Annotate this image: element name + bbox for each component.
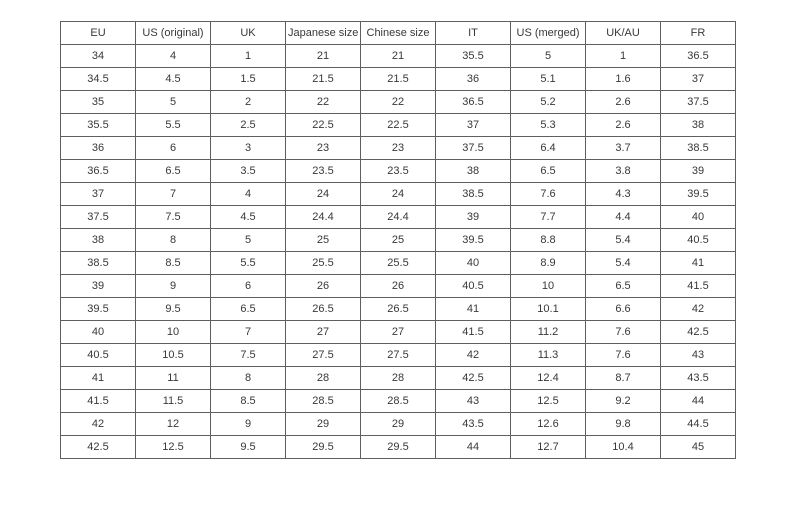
table-cell: 5 <box>136 91 211 114</box>
table-cell: 3.5 <box>211 160 286 183</box>
table-cell: 25.5 <box>286 252 361 275</box>
table-cell: 28.5 <box>361 390 436 413</box>
table-cell: 21 <box>286 45 361 68</box>
table-row <box>61 160 736 183</box>
table-row <box>61 91 736 114</box>
table-row <box>61 45 736 68</box>
table-cell: 7.6 <box>511 183 586 206</box>
table-cell: 4.4 <box>586 206 661 229</box>
table-cell: 5.4 <box>586 229 661 252</box>
table-cell: 25 <box>286 229 361 252</box>
table-cell: 34 <box>61 45 136 68</box>
table-cell: 24.4 <box>361 206 436 229</box>
table-cell: 7 <box>211 321 286 344</box>
table-cell: 11.2 <box>511 321 586 344</box>
table-row <box>61 183 736 206</box>
table-cell: 39.5 <box>436 229 511 252</box>
table-cell: 23 <box>286 137 361 160</box>
table-cell: 39 <box>436 206 511 229</box>
table-cell: 35.5 <box>61 114 136 137</box>
table-cell: 8 <box>211 367 286 390</box>
table-cell: 41 <box>436 298 511 321</box>
table-header-cell: US (original) <box>136 22 211 45</box>
table-cell: 27 <box>286 321 361 344</box>
table-cell: 9.8 <box>586 413 661 436</box>
table-cell: 12.6 <box>511 413 586 436</box>
table-cell: 9.5 <box>136 298 211 321</box>
table-row <box>61 367 736 390</box>
table-cell: 21.5 <box>286 68 361 91</box>
table-cell: 9.2 <box>586 390 661 413</box>
table-cell: 6 <box>211 275 286 298</box>
table-cell: 22.5 <box>286 114 361 137</box>
table-row <box>61 321 736 344</box>
table-cell: 40.5 <box>436 275 511 298</box>
table-cell: 40 <box>661 206 736 229</box>
table-cell: 5.1 <box>511 68 586 91</box>
table-cell: 42.5 <box>436 367 511 390</box>
table-cell: 2.5 <box>211 114 286 137</box>
table-cell: 23.5 <box>286 160 361 183</box>
table-header-cell: FR <box>661 22 736 45</box>
table-cell: 21 <box>361 45 436 68</box>
table-cell: 10.4 <box>586 436 661 459</box>
table-body <box>61 45 736 459</box>
table-cell: 24.4 <box>286 206 361 229</box>
table-row <box>61 436 736 459</box>
table-header <box>61 22 736 45</box>
table-cell: 10.1 <box>511 298 586 321</box>
table-cell: 37 <box>61 183 136 206</box>
table-cell: 43.5 <box>436 413 511 436</box>
table-cell: 9 <box>211 413 286 436</box>
table-row <box>61 229 736 252</box>
table-cell: 28 <box>286 367 361 390</box>
table-cell: 38 <box>61 229 136 252</box>
table-cell: 8.9 <box>511 252 586 275</box>
table-cell: 41.5 <box>661 275 736 298</box>
table-cell: 29.5 <box>361 436 436 459</box>
table-cell: 24 <box>361 183 436 206</box>
table-cell: 45 <box>661 436 736 459</box>
table-cell: 12.5 <box>511 390 586 413</box>
table-row <box>61 275 736 298</box>
table-row <box>61 114 736 137</box>
table-cell: 22 <box>286 91 361 114</box>
table-cell: 8.5 <box>211 390 286 413</box>
table-cell: 42 <box>661 298 736 321</box>
table-cell: 26.5 <box>286 298 361 321</box>
table-header-cell: IT <box>436 22 511 45</box>
table-cell: 8.8 <box>511 229 586 252</box>
table-cell: 10 <box>511 275 586 298</box>
table-cell: 39.5 <box>61 298 136 321</box>
table-cell: 4.5 <box>136 68 211 91</box>
table-cell: 3.8 <box>586 160 661 183</box>
table-cell: 36.5 <box>61 160 136 183</box>
table-cell: 6.5 <box>211 298 286 321</box>
table-cell: 6.6 <box>586 298 661 321</box>
table-cell: 38 <box>436 160 511 183</box>
table-cell: 26 <box>361 275 436 298</box>
table-cell: 39 <box>661 160 736 183</box>
table-cell: 10 <box>136 321 211 344</box>
table-cell: 22 <box>361 91 436 114</box>
table-row <box>61 206 736 229</box>
table-cell: 7.6 <box>586 344 661 367</box>
table-cell: 36.5 <box>436 91 511 114</box>
table-cell: 8.7 <box>586 367 661 390</box>
table-cell: 3.7 <box>586 137 661 160</box>
table-cell: 3 <box>211 137 286 160</box>
table-cell: 39.5 <box>661 183 736 206</box>
table-cell: 12.7 <box>511 436 586 459</box>
table-cell: 5.4 <box>586 252 661 275</box>
table-cell: 34.5 <box>61 68 136 91</box>
table-cell: 29 <box>361 413 436 436</box>
table-cell: 39 <box>61 275 136 298</box>
table-cell: 5.5 <box>211 252 286 275</box>
table-cell: 5.3 <box>511 114 586 137</box>
table-cell: 43.5 <box>661 367 736 390</box>
table-cell: 1 <box>586 45 661 68</box>
table-cell: 44 <box>436 436 511 459</box>
table-cell: 41 <box>61 367 136 390</box>
table-cell: 24 <box>286 183 361 206</box>
table-cell: 5.2 <box>511 91 586 114</box>
table-cell: 5 <box>211 229 286 252</box>
table-row <box>61 252 736 275</box>
table-cell: 43 <box>436 390 511 413</box>
table-cell: 37.5 <box>61 206 136 229</box>
table-cell: 5 <box>511 45 586 68</box>
table-row <box>61 390 736 413</box>
table-cell: 11 <box>136 367 211 390</box>
table-cell: 42.5 <box>661 321 736 344</box>
table-cell: 8 <box>136 229 211 252</box>
table-cell: 29 <box>286 413 361 436</box>
table-cell: 7.6 <box>586 321 661 344</box>
shoe-size-conversion-table <box>60 21 736 459</box>
table-header-cell: EU <box>61 22 136 45</box>
table-cell: 42 <box>61 413 136 436</box>
table-cell: 40.5 <box>661 229 736 252</box>
table-cell: 37 <box>661 68 736 91</box>
table-cell: 44.5 <box>661 413 736 436</box>
table-cell: 8.5 <box>136 252 211 275</box>
table-cell: 5.5 <box>136 114 211 137</box>
table-header-cell: Chinese size <box>361 22 436 45</box>
table-cell: 27.5 <box>286 344 361 367</box>
table-cell: 12.4 <box>511 367 586 390</box>
table-cell: 6.5 <box>586 275 661 298</box>
table-cell: 28 <box>361 367 436 390</box>
table-cell: 12 <box>136 413 211 436</box>
table-cell: 23 <box>361 137 436 160</box>
table-cell: 25 <box>361 229 436 252</box>
table-cell: 36.5 <box>661 45 736 68</box>
table-cell: 40 <box>436 252 511 275</box>
table-row <box>61 68 736 91</box>
table-cell: 6.5 <box>511 160 586 183</box>
table-cell: 38.5 <box>436 183 511 206</box>
table-cell: 41.5 <box>61 390 136 413</box>
table-cell: 27 <box>361 321 436 344</box>
table-cell: 4 <box>136 45 211 68</box>
table-header-cell: Japanese size <box>286 22 361 45</box>
table-cell: 36 <box>61 137 136 160</box>
table-cell: 10.5 <box>136 344 211 367</box>
table-cell: 1.6 <box>586 68 661 91</box>
table-cell: 38 <box>661 114 736 137</box>
table-row <box>61 344 736 367</box>
table-cell: 42 <box>436 344 511 367</box>
table-cell: 44 <box>661 390 736 413</box>
table-cell: 38.5 <box>61 252 136 275</box>
table-cell: 1 <box>211 45 286 68</box>
table-cell: 4 <box>211 183 286 206</box>
table-header-cell: US (merged) <box>511 22 586 45</box>
table-cell: 23.5 <box>361 160 436 183</box>
table-cell: 42.5 <box>61 436 136 459</box>
table-cell: 41.5 <box>436 321 511 344</box>
table-row <box>61 137 736 160</box>
table-cell: 37 <box>436 114 511 137</box>
table-cell: 2 <box>211 91 286 114</box>
table-cell: 37.5 <box>436 137 511 160</box>
table-cell: 6 <box>136 137 211 160</box>
table-cell: 36 <box>436 68 511 91</box>
table-row <box>61 413 736 436</box>
table-cell: 25.5 <box>361 252 436 275</box>
table-cell: 4.3 <box>586 183 661 206</box>
table-cell: 6.4 <box>511 137 586 160</box>
table-cell: 27.5 <box>361 344 436 367</box>
table-cell: 7.7 <box>511 206 586 229</box>
table-cell: 35.5 <box>436 45 511 68</box>
table-cell: 9 <box>136 275 211 298</box>
table-cell: 7.5 <box>136 206 211 229</box>
table-cell: 40.5 <box>61 344 136 367</box>
table-cell: 43 <box>661 344 736 367</box>
table-cell: 40 <box>61 321 136 344</box>
table-cell: 7 <box>136 183 211 206</box>
table-cell: 37.5 <box>661 91 736 114</box>
table-cell: 21.5 <box>361 68 436 91</box>
table-cell: 2.6 <box>586 91 661 114</box>
table-cell: 11.3 <box>511 344 586 367</box>
table-cell: 2.6 <box>586 114 661 137</box>
table-cell: 9.5 <box>211 436 286 459</box>
table-header-cell: UK/AU <box>586 22 661 45</box>
table-row <box>61 298 736 321</box>
table-header-cell: UK <box>211 22 286 45</box>
table-cell: 1.5 <box>211 68 286 91</box>
table-cell: 26 <box>286 275 361 298</box>
table-cell: 28.5 <box>286 390 361 413</box>
table-cell: 35 <box>61 91 136 114</box>
table-cell: 26.5 <box>361 298 436 321</box>
table-cell: 38.5 <box>661 137 736 160</box>
table-cell: 22.5 <box>361 114 436 137</box>
table-cell: 11.5 <box>136 390 211 413</box>
table-cell: 12.5 <box>136 436 211 459</box>
table-cell: 29.5 <box>286 436 361 459</box>
table-cell: 41 <box>661 252 736 275</box>
table-cell: 7.5 <box>211 344 286 367</box>
table-cell: 4.5 <box>211 206 286 229</box>
table-cell: 6.5 <box>136 160 211 183</box>
table-header-row <box>61 22 736 45</box>
